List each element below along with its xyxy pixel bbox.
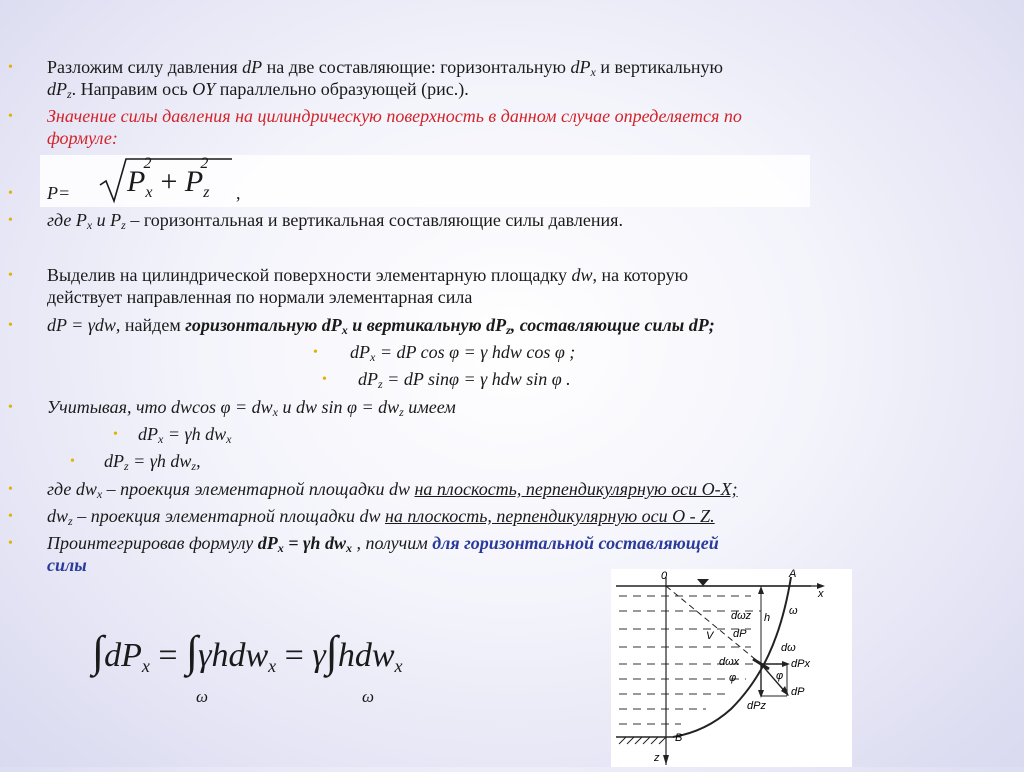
paragraph-select-area: Выделив на цилиндрической поверхности элементарную площадку dw, на которую xyxy=(47,265,689,285)
figure-label-dwz: dωz xyxy=(731,610,752,622)
paragraph-select-area-line2: действует направленная по нормали элементарная сила xyxy=(47,287,473,307)
figure-label-x: x xyxy=(818,588,824,600)
paragraph-value-red-line2: формуле: xyxy=(47,128,118,148)
integral-formula: $\int dP_x = \int\gamma hdw_x = \gamma\int hdw_x$ xyxy=(92,627,403,676)
formula-P-label: P= xyxy=(47,183,71,203)
figure-label-z: z xyxy=(654,752,660,764)
paragraph-where-components: где $P_x$ и $P_z$ – горизонтальная и вертикальная составляющие силы давления. xyxy=(47,210,623,232)
cylinder-pressure-figure xyxy=(611,569,852,767)
bullet-marker: • xyxy=(8,109,13,124)
bullet-marker: • xyxy=(313,345,318,360)
bullet-marker: • xyxy=(8,536,13,551)
paragraph-integrate: Проинтегрировав формулу $dP_x = \gamma h$ $dw_x$ , получим для горизонтальной составляющей xyxy=(47,533,719,555)
bullet-marker: • xyxy=(8,400,13,415)
formula-dPz: $dP_z$ = dP sinφ = γ hdw sin φ . xyxy=(358,369,571,391)
paragraph-find-components: dP = γdw, найдем горизонтальную $dP_x$ и вертикальную $dP_z$, составляющие силы dP; xyxy=(47,315,715,337)
figure-label-h: h xyxy=(764,612,771,624)
integral-lower-limit-2: ω xyxy=(362,687,375,706)
formula-dPz-gamma: $dP_z = \gamma h$ $dw_z$, xyxy=(104,451,201,473)
bullet-marker: • xyxy=(8,482,13,497)
paragraph-value-red: Значение силы давления на цилиндрическую поверхность в данном случае определяется по xyxy=(47,106,742,126)
figure-label-dw: dω xyxy=(781,642,796,654)
sqrt-formula-content: $P_x^2+ P_z^2$ xyxy=(127,155,210,201)
paragraph-decompose-line2: $dP_z$. Направим ось OY параллельно образующей (рис.). xyxy=(47,79,469,101)
bullet-marker: • xyxy=(8,186,13,201)
bullet-marker: • xyxy=(8,268,13,283)
figure-label-o: 0 xyxy=(661,570,668,582)
figure-label-dPx: dPx xyxy=(791,658,810,670)
figure-label-dP-top: dP xyxy=(733,628,747,640)
sqrt-comma: , xyxy=(236,183,241,203)
bullet-marker: • xyxy=(322,372,327,387)
formula-dPx-gamma: $dP_x = \gamma h$ $dw_x$ xyxy=(138,424,232,446)
paragraph-decompose: Разложим силу давления dP на две составляющие: горизонтальную $dP_x$ и вертикальную xyxy=(47,57,723,79)
figure-label-V: V xyxy=(706,630,714,642)
bullet-marker: • xyxy=(8,60,13,75)
figure-label-phi-right: φ xyxy=(776,670,784,682)
figure-label-B: B xyxy=(675,732,683,744)
figure-diagram xyxy=(611,569,852,767)
paragraph-dwz-projection: $dw_z$ – проекция элементарной площадки dw на плоскость, перпендикулярную оси O - Z. xyxy=(47,506,715,528)
figure-label-dP-bottom: dP xyxy=(791,686,805,698)
figure-label-phi-left: φ xyxy=(729,672,737,684)
bullet-marker: • xyxy=(113,427,118,442)
paragraph-dwx-projection: где $dw_x$ – проекция элементарной площадки dw на плоскость, перпендикулярную оси O-X; xyxy=(47,479,738,501)
integral-lower-limit-1: ω xyxy=(196,687,209,706)
figure-label-dPz: dPz xyxy=(747,700,766,712)
figure-label-omega: ω xyxy=(789,605,798,617)
figure-label-dwx: dωx xyxy=(719,656,740,668)
formula-dPx: $dP_x$ = dP cos φ = γ hdw cos φ ; xyxy=(350,342,576,364)
bullet-marker: • xyxy=(8,509,13,524)
bullet-marker: • xyxy=(70,454,75,469)
bullet-marker: • xyxy=(8,318,13,333)
paragraph-integrate-line2: силы xyxy=(47,555,87,575)
figure-label-A: A xyxy=(789,569,797,580)
bullet-marker: • xyxy=(8,213,13,228)
paragraph-considering: Учитывая, что dwcos $\varphi = dw_x$ и dw $\sin \varphi = dw_z$ имеем xyxy=(47,397,456,419)
